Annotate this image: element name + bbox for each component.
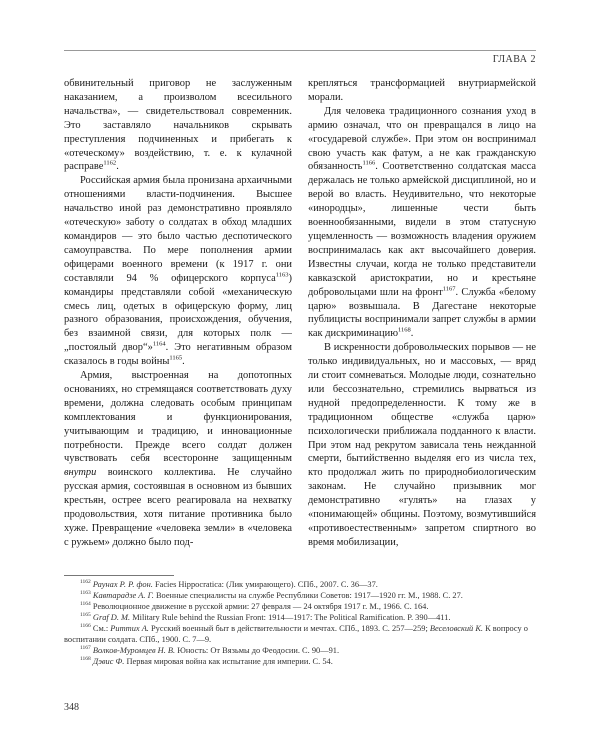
text-run: воинского коллектива. Не случайно русская армия, состоявшая в основном из бывших крестьян, острее всего реагировала на нехватку продовольствия, хотя питание противника было хуже. Превращение «человека земли» в «человека с ружьем» должно было под- [64,467,292,548]
italic-text: Дэвис Ф. [92,657,125,666]
footnote-ref: 1165 [80,612,91,619]
text-run: . [116,161,119,173]
footnote-ref: 1166 [362,159,376,167]
text-run: . Это негативным образом сказалось в годы войны [64,342,292,368]
text-run: Для человека традиционного сознания уход в армию означал, что он превращался в лицо на «государевой службе». При этом он воспринимал свою участь как фатум, а не как гражданскую обязанность [308,105,536,173]
paragraph [64,369,292,550]
text-run: Армия, выстроенная на допотопных основаниях, но стремящаяся соответствовать духу времени, должна следовать особым принципам комплектования и функционирования, учитывающим и традицию, и инновационные потребности. Прежде всего солдат должен чувствовать себя всесторонне защищенным [64,370,292,465]
italic-text: Graf D. M. [92,613,131,622]
footnotes [64,579,536,667]
footnote-ref: 1168 [80,656,91,663]
footnote [64,656,536,667]
text-run: обвинительный приговор не заслуженным наказанием, а произволом всесильного начальства», — свидетельствовал современник. Это заставляло начальников скрывать преступления подчиненных и прибегать к «отеческому» воздействию, т. е. к кулачной расправе [64,78,292,173]
footnote [64,601,536,612]
italic-text: Раунах Р. Р. фон. [92,580,153,589]
text-run: . [182,356,185,368]
text-run: крепляться трансформацией внутриармейской морали. [308,78,536,103]
text-run: Революционное движение в русской армии: 27 февраля — 24 октября 1917 г. М., 1966. С. 164. [90,602,429,611]
text-run: Первая мировая война как испытание для империи. С. 54. [124,657,333,666]
running-header-chapter: ГЛАВА 2 [492,54,536,65]
footnote-ref: 1168 [398,326,411,334]
footnote-ref: 1164 [80,601,91,608]
italic-text: Волков-Муромцев Н. В. [92,646,176,655]
text-run: Военные специалисты на службе Республики Советов: 1917—1920 гг. М., 1988. С. 27. [153,591,463,600]
paragraph [64,77,292,174]
footnote [64,579,536,590]
text-run: Российская армия была пронизана архаичными отношениями власти-подчинения. Высшее начальство иной раз демонстративно проявляло «отеческую» заботу о солдатах в обход младших командиров — это было частью деспотического самоуправства. По мере пополнения армии офицерами военного времени (к 1917 г. они составляли 94 % офицерского корпуса [64,175,292,284]
paragraph [308,341,536,550]
footnote-ref: 1163 [275,271,289,279]
header-rule [64,50,536,51]
footnote [64,590,536,601]
footnote-ref: 1163 [80,590,91,597]
right-column [308,77,536,550]
text-run: . Служба «белому царю» возвышала. В Дагестане некоторые публицисты воспринимали запрет службы в армии как дискриминацию [308,286,536,340]
footnote-ref: 1166 [80,623,91,630]
text-run: Facies Hippocratica: (Лик умирающего). СПб., 2007. С. 36—37. [152,580,378,589]
text-run: В искренности добровольческих порывов — не только индивидуальных, но и массовых, — вряд ли стоит сомневаться. Молодые люди, сознательно или бессознательно, стремились вырваться из нудной предопределенности. К тому же в традиционном обществе «служба царю» психологически приближала подданного к власти. При этом над рекрутом зависала тень нежданной смерти, бытийственно выделяя его из числа тех, кто продолжал жить по природнобиологическим законам. Не случайно призывник мог демонстративно «гулять» на глазах у «понимающей» общины. Поэтому, возмутившийся «противоестественным» запретом спиртного во время мобилизации, [308,342,536,548]
footnote-ref: 1167 [80,645,91,652]
text-run: . Соответственно солдатская масса держалась не только армейской дисциплиной, но и верой во власть. Неудивительно, что некоторые «инородцы», лишенные чести быть военнообязанными, видели в этом статусную ущемленность — возможность владения оружием воспринималась как акт высочайшего доверия. Известны случаи, когда не только представители кавказской аристократии, но и крестьяне добровольцами шли на фронт [308,161,536,298]
footnote-ref: 1167 [442,285,456,293]
footnote-ref: 1162 [80,579,91,586]
italic-text: внутри [64,467,97,479]
footnote-ref: 1162 [103,159,117,167]
left-column [64,77,292,550]
footnote-ref: 1165 [169,354,183,362]
footnote [64,623,536,645]
text-run: . [410,328,414,340]
text-run: См.: [90,624,111,633]
italic-text: Веселовский К. [429,624,483,633]
footnote-ref: 1164 [152,340,166,348]
footnote [64,645,536,656]
text-run: Юность: От Вязьмы до Феодосии. С. 90—91. [175,646,340,655]
footnote [64,612,536,623]
paragraph [64,174,292,369]
paragraph [308,105,536,341]
text-run: ) командиры представляли собой «механическую смесь лиц, одетых в офицерскую форму, лиц разного образования, происхождения, обучения, без взаимной связи, для которых полк — „постоялый двор“» [64,272,292,354]
text-run: К вопросу о воспитании солдата. СПб., 1900. С. 7—9. [64,624,528,644]
italic-text: Риттих А. [110,624,149,633]
footnote-separator [64,575,174,576]
text-run: Русский военный быт в действительности и мечтах. СПб., 1893. С. 257—259; [148,624,430,633]
page-number: 348 [64,702,79,713]
paragraph [308,77,536,105]
text-run: Military Rule behind the Russian Front: 1914—1917: The Political Ramification. P. 390—411. [130,613,451,622]
italic-text: Кавтарадзе А. Г. [92,591,154,600]
